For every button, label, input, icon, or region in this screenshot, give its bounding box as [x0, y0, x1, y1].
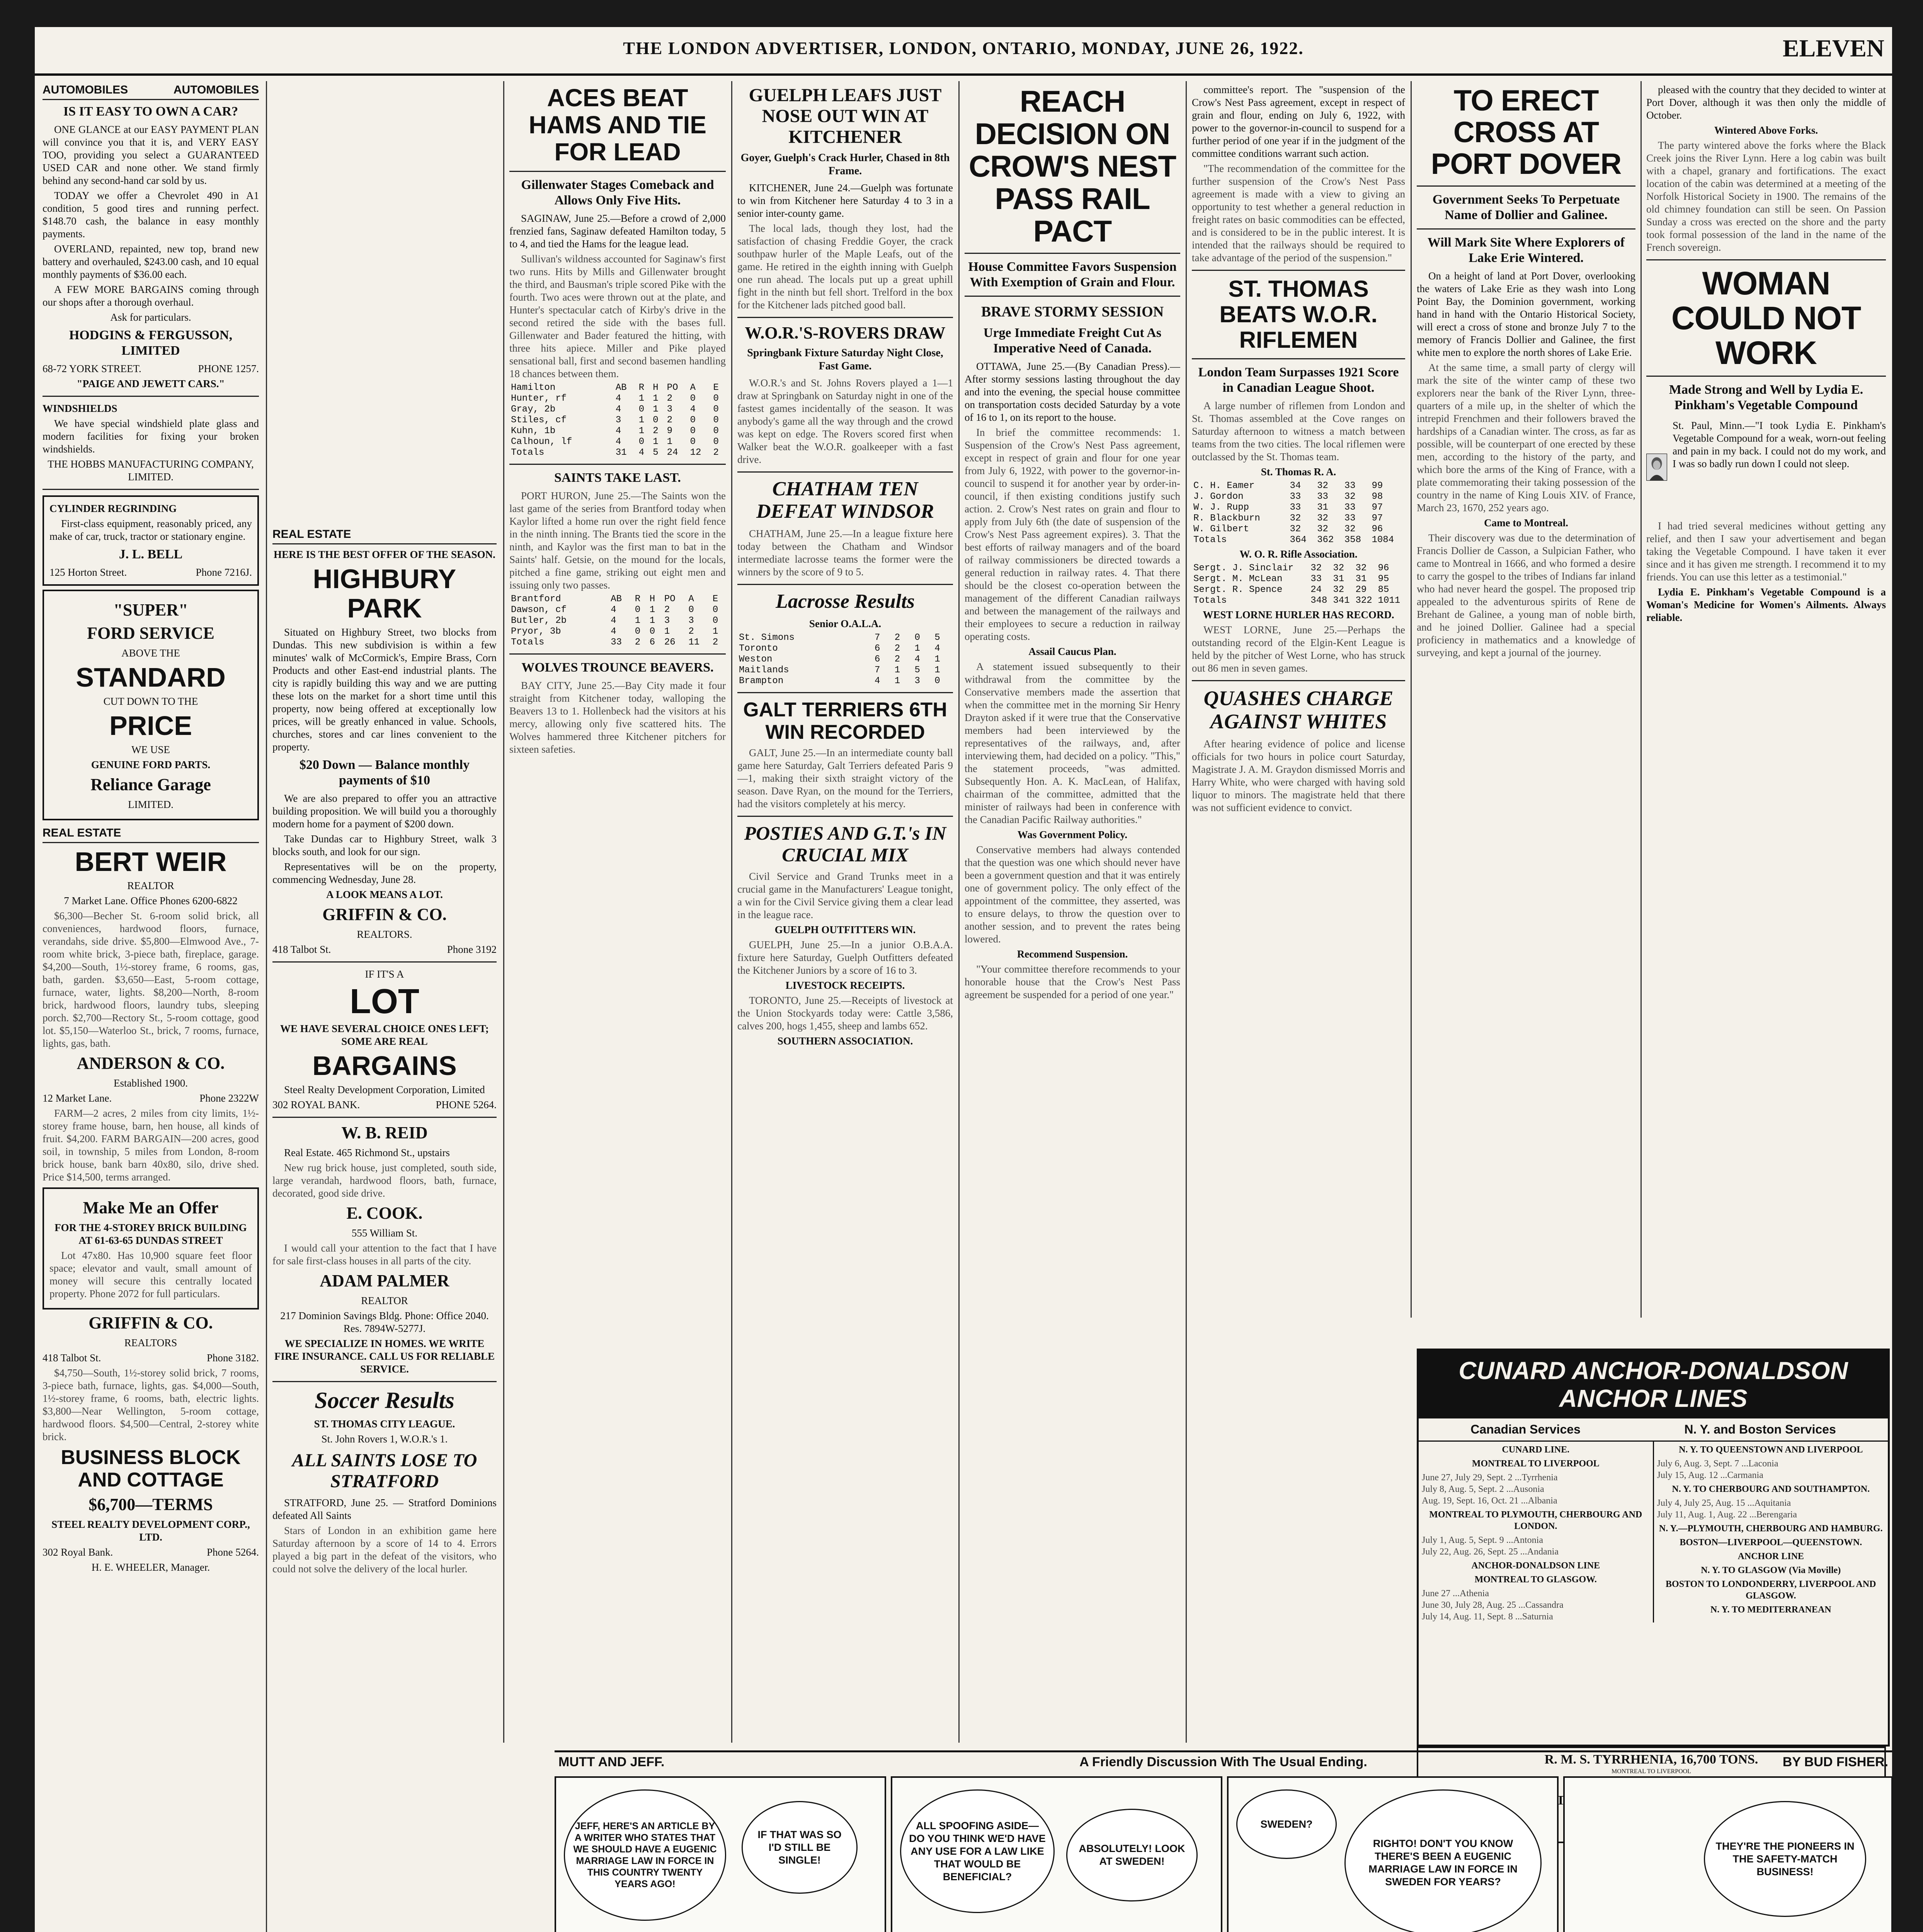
- speech-bubble: SWEDEN?: [1236, 1789, 1337, 1859]
- guelph-dateline: KITCHENER, June 24.—Guelph was fortunate to win from Kitchener here Saturday 4 to 3 in a senior inter-county game.: [737, 182, 953, 219]
- listing-text: $6,300—Becher St. 6-room solid brick, all conveniences, hardwood floors, furnace, verandahs, side drive. $5,800—Elmwood Ave., 7-room white brick, 3-piece bath, fireplace, garage. $4,200—South, 1½-storey frame, 6 rooms, gas, bath, garden. $3,650—East, 5-room cottage, furnace, water, lights. $8,200—North, 8-room brick, hardwood floors, laundry tubs, sleeping porch. $2,700—Rectory St., 5-room cottage, good lot. $5,150—Waterloo St., brick, 7 rooms, furnace, lights, gas, bath.: [43, 910, 259, 1049]
- lot-word: LOT: [350, 982, 419, 1021]
- ask-particulars: Ask for particulars.: [110, 311, 191, 323]
- divider: [1646, 376, 1886, 377]
- divider: [509, 653, 726, 655]
- mutt-and-jeff-comic: [555, 1750, 1892, 1932]
- port-dover-continued: pleased with the country that they decided to winter at Port Dover, although it was then only the middle of October.: [1646, 84, 1886, 121]
- rovers-result: St. John Rovers 1, W.O.R.'s 1.: [321, 1433, 448, 1445]
- section-label: AUTOMOBILES: [43, 83, 128, 96]
- reliance-garage: Reliance Garage: [90, 775, 211, 794]
- best-offer: HERE IS THE BEST OFFER OF THE SEASON.: [274, 549, 495, 560]
- real-estate-header: REAL ESTATE: [272, 526, 497, 544]
- standard-label: STANDARD: [76, 662, 226, 692]
- woman-close: Lydia E. Pinkham's Vegetable Compound is a Woman's Medicine for Women's Ailments. Always reliable.: [1646, 586, 1886, 623]
- article-text: GUELPH, June 25.—In a junior O.B.A.A. fixture here Saturday, Guelph Outfitters defeated the Kitchener Juniors by a score of 16 to 3.: [737, 939, 953, 976]
- route-label: BOSTON TO LONDONDERRY, LIVERPOOL AND GLASGOW.: [1666, 1579, 1876, 1601]
- column-rule: [503, 81, 504, 1743]
- bell-contact: [49, 566, 252, 579]
- directions: Take Dundas car to Highbury Street, walk 3 blocks south, and look for our sign.: [272, 833, 497, 857]
- column-rule: [266, 81, 267, 1932]
- wor-rovers-sub: Springbank Fixture Saturday Night Close, Fast Game.: [747, 347, 943, 372]
- aces-dateline: SAGINAW, June 25.—Before a crowd of 2,000 frenzied fans, Saginaw defeated Hamilton today, 5 to 4, and tied the Hams for the league lead.: [509, 213, 726, 250]
- windshields-body: We have special windshield plate glass and modern facilities for fixing your broken windshields.: [43, 418, 259, 455]
- aces-subhead: Gillenwater Stages Comeback and Allows Only Five Hits.: [521, 178, 714, 207]
- chevrolet-offer: TODAY we offer a Chevrolet 490 in A1 condition, 5 good tires and running perfect. $148.70 cash, the balance in easy monthly payments.: [43, 190, 259, 240]
- cylinder-body: First-class equipment, reasonably priced, any make of car, truck, tractor or stationary engine.: [49, 518, 252, 542]
- phone: Phone 3182.: [207, 1352, 259, 1364]
- cross-body: On a height of land at Port Dover, overlooking the waters of Lake Erie as they wash into Long Point Bay, the Dominion government, working hand in hand with the Ontario Historical Society, will erect a cross of stone and bronze July 7 to the memory of Francis Dollier and Galinee, the first white men to explore the north shores of Lake Erie.: [1417, 270, 1635, 358]
- article-text: Conservative members had always contended that the question was one which should never have been a government question and that it was entirely one of government policy. The only effect of the appointment of the committee, they asserted, was to ensure delays, to throw the question over to another session, and to prevent the rates being lowered.: [965, 844, 1180, 945]
- column-4: [737, 81, 953, 1739]
- adam-address: 217 Dominion Savings Bldg. Phone: Office 2040. Res. 7894W-5277J.: [280, 1310, 489, 1334]
- article-text: The local lads, though they lost, had the satisfaction of chasing Freddie Goyer, the crack southpaw hurler of the Maple Leafs, out of the game. He retired in the eighth inning with Guelph one run ahead. The locals put up a great uphill fight in the ninth but fell short. Trelford in the box for the Kitchener lads pitched good ball.: [737, 223, 953, 311]
- st-thomas-headline: ST. THOMAS BEATS W.O.R. RIFLEMEN: [1219, 276, 1378, 353]
- comic-panel-2: [891, 1776, 1222, 1932]
- genuine-parts: GENUINE FORD PARTS.: [91, 759, 211, 770]
- ottawa-dateline: OTTAWA, June 25.—(By Canadian Press).—After stormy sessions lasting throughout the day and into the evening, the special house committee on transportation costs decided Saturday by a vote of 16 to 1, on its report to the house.: [965, 361, 1180, 423]
- column-rule: [958, 81, 960, 1743]
- listing-text: I would call your attention to the fact that I have for sale first-class houses in all parts of the city.: [272, 1242, 497, 1267]
- livestock-receipts: LIVESTOCK RECEIPTS.: [785, 980, 905, 991]
- griffin-realtors: REALTORS: [124, 1337, 177, 1349]
- cross-subhead-2: Will Mark Site Where Explorers of Lake Erie Wintered.: [1427, 235, 1625, 265]
- comic-subtitle: A Friendly Discussion With The Usual Ending.: [1079, 1755, 1367, 1769]
- real-estate-header: REAL ESTATE: [43, 824, 259, 843]
- divider: [272, 1117, 497, 1118]
- griffin-contact: [43, 1352, 259, 1364]
- cunard-ad: [1417, 1349, 1890, 1747]
- comic-panel-1: [555, 1776, 886, 1932]
- article-text: Their discovery was due to the determination of Francis Dollier de Casson, a Sulpician Father, who came to Montreal in 1666, and who formed a desire to carry the gospel to the tribes of Indians far inland who had never heard the gospel. The proposed trip appealed to the adventurous spirits of Rene de Brehant de Galinee, a young man of noble birth, and he joined Dollier. Galinee had a special proficiency in mathematics and a knowledge of surveying, and kept a journal of the journey.: [1417, 532, 1635, 658]
- route-label: N. Y. TO GLASGOW (Via Moville): [1701, 1565, 1841, 1575]
- article-text: BAY CITY, June 25.—Bay City made it four straight from Kitchener today, walloping the Beavers 13 to 1. Hollenbeck had the visitors at his mercy, allowing only five scattered hits. The Wolves hammered three Kitchener pitchers for sixteen safeties.: [509, 680, 726, 755]
- wb-reid: W. B. REID: [341, 1123, 428, 1142]
- steel-contact: [43, 1546, 259, 1559]
- speech-bubble: THEY'RE THE PIONEERS IN THE SAFETY-MATCH BUSINESS!: [1704, 1801, 1866, 1917]
- quashes-headline: QUASHES CHARGE AGAINST WHITES: [1203, 687, 1394, 733]
- griffin-contact: [272, 943, 497, 956]
- guelph-outfitters: GUELPH OUTFITTERS WIN.: [774, 924, 916, 935]
- masthead: [35, 27, 1892, 76]
- lacrosse-results: Lacrosse Results: [776, 590, 915, 612]
- route-label: ANCHOR LINE: [1738, 1551, 1804, 1561]
- divider: [737, 816, 953, 817]
- listing-text: FARM—2 acres, 2 miles from city limits, 1½-storey frame house, barn, hen house, all kinds of fruit. $4,200. FARM BARGAIN—200 acres, good soil, in township, 5 miles from London, 8-room brick house, bank barn 40x80, silo, drive shed. Price $14,500, terms arranged.: [43, 1107, 259, 1183]
- address: 68-72 YORK STREET.: [43, 363, 141, 374]
- business-block: BUSINESS BLOCK AND COTTAGE: [61, 1446, 241, 1491]
- griffin-name: GRIFFIN & CO.: [88, 1313, 213, 1332]
- divider: [737, 692, 953, 693]
- article-text: PORT HURON, June 25.—The Saints won the last game of the series from Brantford today when Kaylor lifted a home run over the right field fence in the ninth inning. The Brants tied the score in the ninth, and Kaylor was the first man to bat in the Saints' half. Getsie, on the mound for the locals, pitched a fine game, striking out eight men and issuing only two passes.: [509, 490, 726, 591]
- article-text: CHATHAM, June 25.—In a league fixture here today between the Chatham and Windsor intermediate lacrosse teams the former were the winners by the score of 9 to 5.: [737, 528, 953, 578]
- route-label: BOSTON—LIVERPOOL—QUEENSTOWN.: [1680, 1537, 1862, 1548]
- super-label: "SUPER": [113, 600, 188, 619]
- st-thomas-team: St. Thomas R. A.: [1261, 466, 1336, 478]
- st-thomas-subhead: London Team Surpasses 1921 Score in Canadian League Shoot.: [1198, 365, 1399, 395]
- article-text: Stars of London in an exhibition game here Saturday afternoon by a score of 14 to 4. Errors played a big part in the defeat of the visitors, who could not solve the delivery of the local hurler.: [272, 1525, 497, 1575]
- down-payment: $20 Down — Balance monthly payments of $10: [299, 758, 470, 787]
- article-text: The party wintered above the forks where the Black Creek joins the River Lynn. Here a log cabin was built with a chapel, granary and fortifications. The exact location of the cabin was determined at a meeting of the Norfolk Historical Society in 1900. The remains of the old chimney foundation can still be seen. On Passion Sunday a cross was erected on the shore and the party took formal possession of the land in the name of the French sovereign.: [1646, 139, 1886, 253]
- divider: [1192, 358, 1405, 359]
- all-saints-head: ALL SAINTS LOSE TO STRATFORD: [292, 1450, 477, 1492]
- recommend-suspension: Recommend Suspension.: [1017, 948, 1128, 960]
- route-label: MONTREAL TO LIVERPOOL: [1612, 1768, 1691, 1775]
- sailing-dates: June 27, July 29, Sept. 2 ...Tyrrhenia July 8, Aug. 5, Sept. 2 ...Ausonia Aug. 19, Sept. 16, Oct. 21 ...Albania: [1422, 1473, 1558, 1506]
- cunard-banner: CUNARD ANCHOR-DONALDSON ANCHOR LINES: [1419, 1350, 1888, 1418]
- report-continued: committee's report. The "suspension of the Crow's Nest Pass agreement, except in respect of grain and flour, ending on July 6, 1922, with power to the governor-in-council to suspend for a further period of one year if in the judgment of the committee conditions warrant such action.: [1192, 84, 1405, 159]
- phone: PHONE 1257.: [198, 363, 259, 374]
- west-lorne: WEST LORNE HURLER HAS RECORD.: [1203, 609, 1394, 621]
- divider: [1646, 259, 1886, 260]
- article-text: Sullivan's wildness accounted for Saginaw's first two runs. Hits by Mills and Gillenwater brought the third, and Bausman's triple scored Pike with the fourth. Two aces were thrown out at the plate, and Hunter's spectacular catch of Kirby's drive in the second retired the side with the bases full. Gillenwater and Bader featured the hitting, with three hits apiece. Miller and Pike played sensational ball, first and second basemen handling 18 chances between them.: [509, 253, 726, 379]
- divider: [43, 489, 259, 490]
- steel-contact: [272, 1099, 497, 1111]
- divider: [737, 584, 953, 585]
- column-1: [43, 81, 259, 1932]
- we-use-label: WE USE: [131, 744, 170, 755]
- soccer-results: Soccer Results: [315, 1388, 454, 1413]
- wor-rovers-head: W.O.R.'S-ROVERS DRAW: [745, 323, 946, 342]
- column-2: [272, 81, 497, 1932]
- column-rule: [1641, 81, 1642, 1318]
- steel-realty: Steel Realty Development Corporation, Limited: [284, 1084, 485, 1095]
- phone: Phone 3192: [447, 944, 497, 955]
- divider: [737, 471, 953, 473]
- brave-stormy: BRAVE STORMY SESSION: [981, 304, 1164, 320]
- e-cook-address: 555 William St.: [351, 1227, 418, 1239]
- urge-immediate: Urge Immediate Freight Cut As Imperative Need of Canada.: [983, 326, 1162, 355]
- sailing-schedule: [1419, 1442, 1888, 1622]
- stratford-dateline: STRATFORD, June 25. — Stratford Dominions defeated All Saints: [272, 1497, 497, 1521]
- highbury-body: Situated on Highbury Street, two blocks from Dundas. This new subdivision is within a few minutes' walk of McCormick's, Empire Brass, Corn Products and other East-end industrial plants. The city is rapidly building this way and we are putting these lots on the market for a short time until this property, now being offered at exceptionally low prices, will be greatly enhanced in value. Schools, churches, stores and car lines convenient to the property.: [272, 626, 497, 753]
- article-text: WEST LORNE, June 25.—Perhaps the outstanding record of the Elgin-Kent League is held by the pitcher of West Lorne, who has struck out 86 men in seven games.: [1192, 624, 1405, 674]
- price-label: PRICE: [109, 711, 192, 741]
- divider: [965, 296, 1180, 297]
- article-text: TORONTO, June 25.—Receipts of livestock at the Union Stockyards today were: Cattle 3,586, calves 200, hogs 1,455, sheep and lambs 652.: [737, 995, 953, 1032]
- woman-subhead: Made Strong and Well by Lydia E. Pinkham's Vegetable Compound: [1669, 383, 1863, 412]
- article-text: W.O.R.'s and St. Johns Rovers played a 1—1 draw at Springbank on Saturday night in one of the fastest games incidentally of the season. It was anybody's game all the way through and the crowd was kept on edge. The Rovers scored first when Walker beat the W.O.R. goalkeeper with a fast drive.: [737, 377, 953, 465]
- steel-realty: STEEL REALTY DEVELOPMENT CORP., LTD.: [51, 1519, 250, 1543]
- make-offer-ad: [43, 1187, 259, 1310]
- woman-body: St. Paul, Minn.—"I took Lydia E. Pinkham's Vegetable Compound for a weak, worn-out feeling and pain in my back. I could not do my work, and I was so badly run down I could not sleep.: [1672, 420, 1886, 469]
- divider: [43, 396, 259, 397]
- make-offer-body: FOR THE 4-STOREY BRICK BUILDING AT 61-63-65 DUNDAS STREET: [54, 1222, 247, 1246]
- article-text: I had tried several medicines without getting any relief, and then I saw your advertisement and began taking the Vegetable Compound. I have taken it ever since and it has given me strength. I recommend it to my friends. You can use this letter as a testimonial.": [1646, 520, 1886, 583]
- adam-palmer: ADAM PALMER: [320, 1271, 449, 1290]
- saints-take-last: SAINTS TAKE LAST.: [554, 471, 681, 485]
- route-label: MONTREAL TO LIVERPOOL: [1472, 1459, 1600, 1469]
- address: 302 Royal Bank.: [43, 1546, 113, 1558]
- route-label: N. Y.—PLYMOUTH, CHERBOURG AND HAMBURG.: [1659, 1524, 1883, 1534]
- route-label: N. Y. TO MEDITERRANEAN: [1710, 1605, 1831, 1615]
- chatham-head: CHATHAM TEN DEFEAT WINDSOR: [756, 478, 934, 522]
- easy-car-headline: IS IT EASY TO OWN A CAR?: [63, 104, 238, 119]
- column-rule: [1186, 81, 1187, 1743]
- easy-car-body: ONE GLANCE at our EASY PAYMENT PLAN will convince you that it is, and VERY EASY TOO, providing you select a GUARANTEED USED CAR and none other. We stand firmly behind any second-hand car sold by us.: [43, 124, 259, 186]
- cunard-line: CUNARD LINE.: [1502, 1445, 1570, 1455]
- route-label: MONTREAL TO GLASGOW.: [1474, 1575, 1597, 1585]
- speech-bubble: ALL SPOOFING ASIDE—DO YOU THINK WE'D HAVE ANY USE FOR A LAW LIKE THAT WOULD BE BENEFICIAL?: [900, 1789, 1055, 1913]
- listing-text: Lot 47x80. Has 10,900 square feet floor space; elevator and vault, small amount of money will secure this centrally located property. Phone 2072 for full particulars.: [49, 1250, 252, 1299]
- adam-specialize: WE SPECIALIZE IN HOMES. WE WRITE FIRE INSURANCE. CALL US FOR RELIABLE SERVICE.: [274, 1338, 495, 1375]
- windshields-head: WINDSHIELDS: [43, 403, 117, 414]
- divider: [965, 253, 1180, 254]
- wor-rifle: W. O. R. Rifle Association.: [1239, 548, 1358, 560]
- look-means-lot: A LOOK MEANS A LOT.: [326, 889, 443, 900]
- phone: Phone 7216J.: [196, 566, 252, 578]
- page-number: ELEVEN: [1782, 34, 1884, 62]
- senior-oala: Senior O.A.L.A.: [809, 618, 882, 629]
- standings-table: St. Simons 7 2 0 5 Toronto 6 2 1 4 Weston 6 2 4 1 Maitlands 7 1 5 1 Brampton 4 1 3 0: [739, 633, 940, 686]
- cylinder-ad: [43, 495, 259, 586]
- divider: [1192, 270, 1405, 271]
- cut-down-label: CUT DOWN TO THE: [103, 696, 198, 707]
- divider: [509, 464, 726, 465]
- sailing-dates: July 6, Aug. 3, Sept. 7 ...Laconia July 15, Aug. 12 ...Carmania: [1657, 1459, 1778, 1480]
- address: 418 Talbot St.: [43, 1352, 101, 1364]
- portrait-icon: [1646, 417, 1667, 517]
- phone: Phone 2322W: [199, 1092, 259, 1104]
- service-headers: [1419, 1418, 1888, 1442]
- column-8: [1646, 81, 1886, 1298]
- wolves-trounce: WOLVES TROUNCE BEAVERS.: [521, 660, 714, 675]
- southern-association: SOUTHERN ASSOCIATION.: [777, 1035, 913, 1047]
- make-offer-head: Make Me an Offer: [83, 1198, 219, 1217]
- ford-service-ad: [43, 590, 259, 820]
- comic-byline: BY BUD FISHER.: [1782, 1755, 1888, 1769]
- article-text: A large number of riflemen from London and St. Thomas assembled at the Cove ranges on Saturday afternoon to witness a match between teams from the two cities. The local riflemen were outclassed by the St. Thomas team.: [1192, 400, 1405, 463]
- wb-reid-address: Real Estate. 465 Richmond St., upstairs: [284, 1147, 450, 1158]
- limited-label: LIMITED.: [128, 799, 174, 810]
- tyrrhenia-head: R. M. S. TYRRHENIA, 16,700 TONS.: [1544, 1752, 1758, 1767]
- article-text: GALT, June 25.—In an intermediate county ball game here Saturday, Galt Terriers defeated Paris 9—1, making their sixth straight victory of the season. Dave Ryan, on the mound for the Terriers, had the visitors completely at his mercy.: [737, 747, 953, 810]
- several-choice: WE HAVE SEVERAL CHOICE ONES LEFT; SOME ARE REAL: [280, 1023, 489, 1047]
- divider: [737, 317, 953, 318]
- highbury-park: HIGHBURY PARK: [313, 564, 456, 623]
- column-7: [1417, 81, 1635, 1298]
- phone: PHONE 5264.: [436, 1099, 497, 1111]
- st-thomas-league: ST. THOMAS CITY LEAGUE.: [314, 1418, 455, 1430]
- column-rule: [1411, 81, 1412, 1318]
- column-3: [509, 81, 726, 1739]
- newspaper-page: [35, 27, 1892, 1932]
- bell-name: J. L. BELL: [119, 547, 183, 561]
- article-text: A statement issued subsequently to their withdrawal from the committee by the Conservative members made the assertion that when the committee met in the morning Sir Henry Drayton asked if it were true that the Conservative members had been interviewed by the representatives of the railways, and, after interviewing them, had decided on a policy. "This," the statement proceeds, "was admitted. Subsequently Hon. A. K. MacLean, of Halifax, chairman of the committee, admitted that the minister of railways had been in conference with the Canadian Pacific Railway authorities.": [965, 661, 1180, 825]
- comic-panel-3: [1227, 1776, 1559, 1932]
- phone: Phone 5264.: [207, 1546, 259, 1558]
- divider: [1417, 228, 1635, 230]
- e-cook: E. COOK.: [346, 1204, 423, 1223]
- realtor-label: REALTOR: [127, 880, 174, 891]
- business-price: $6,700—TERMS: [88, 1495, 213, 1514]
- route-label: N. Y. TO QUEENSTOWN AND LIVERPOOL: [1679, 1445, 1863, 1455]
- ny-boston-services: N. Y. and Boston Services: [1684, 1422, 1836, 1436]
- testimonial: [1646, 417, 1886, 517]
- column-6: [1192, 81, 1405, 1739]
- was-government-policy: Was Government Policy.: [1017, 829, 1128, 840]
- paige-jewett: "PAIGE AND JEWETT CARS.": [77, 378, 225, 389]
- sailing-dates: July 4, July 25, Aug. 15 ...Aquitania July 11, Aug. 1, Aug. 22 ...Berengaria: [1657, 1498, 1797, 1520]
- address: 418 Talbot St.: [272, 944, 331, 955]
- cross-headline: TO ERECT CROSS AT PORT DOVER: [1431, 84, 1622, 180]
- hodgins-contact: [43, 362, 259, 375]
- sailing-dates: July 1, Aug. 5, Sept. 9 ...Antonia July 22, Aug. 26, Sept. 25 ...Andania: [1422, 1535, 1559, 1557]
- article-text: At the same time, a small party of clergy will mark the site of the winter camp of these two explorers near the bank of the River Lynn, three-quarters of a mile up, in the shelter of which the intrepid Frenchmen and their followers braved the hardships of a Canadian winter. The cross, as far as possible, will be counterpart of one erected by these men, according to the history of the party, and which bore the arms of the King of France, with a plate commemorating their taking possession of the country in the name of King Louis XIV. of France, March 23, 1670, 252 years ago.: [1417, 362, 1635, 514]
- divider: [509, 171, 726, 172]
- adam-realtor: REALTOR: [361, 1295, 408, 1306]
- assail-caucus: Assail Caucus Plan.: [1028, 646, 1116, 657]
- overland-offer: OVERLAND, repainted, new top, brand new battery and overhauled, $243.00 cash, and 10 equal monthly payments of $36.00 each.: [43, 243, 259, 280]
- comic-panel-4: [1563, 1776, 1892, 1932]
- anderson-contact: [43, 1092, 259, 1105]
- speech-bubble: RIGHTO! DON'T YOU KNOW THERE'S BEEN A EUGENIC MARRIAGE LAW IN FORCE IN SWEDEN FOR YEARS?: [1344, 1789, 1542, 1932]
- listing-text: $4,750—South, 1½-storey solid brick, 7 rooms, 3-piece bath, furnace, lights, gas. $4,000—South, 1½-storey frame, 6 rooms, bath, electric lights. $3,800—Near Wellington, 5-room cottage, hardwood floors. $4,500—Central, 2-storey white brick.: [43, 1367, 259, 1442]
- reach-decision-headline: REACH DECISION ON CROW'S NEST PASS RAIL PACT: [968, 84, 1176, 248]
- automobiles-header: [43, 81, 259, 100]
- box-score: Brantford AB R H PO A E Dawson, cf 4 0 1 2 0 0 Butler, 2b 4 1 1 3 3 0 Pryor, 3b 4 0 0 1 2 1 Totals 33 2 6 26 11 2: [511, 594, 718, 648]
- woman-headline: WOMAN COULD NOT WORK: [1671, 265, 1861, 371]
- hodgins-name: HODGINS & FERGUSSON, LIMITED: [69, 328, 233, 358]
- came-montreal: Came to Montreal.: [1484, 517, 1568, 529]
- route-label: N. Y. TO CHERBOURG AND SOUTHAMPTON.: [1672, 1484, 1870, 1494]
- bargains-word: BARGAINS: [312, 1051, 457, 1081]
- above-label: ABOVE THE: [121, 647, 180, 659]
- address: 12 Market Lane.: [43, 1092, 112, 1104]
- sailing-dates: June 27 ...Athenia June 30, July 28, Aug. 25 ...Cassandra July 14, Aug. 11, Sept. 8 ...Saturnia: [1422, 1588, 1564, 1622]
- bert-address: 7 Market Lane. Office Phones 6200-6822: [64, 895, 238, 906]
- aces-headline: ACES BEAT HAMS AND TIE FOR LEAD: [529, 84, 706, 166]
- divider: [1417, 185, 1635, 187]
- divider: [1192, 680, 1405, 681]
- article-text: Civil Service and Grand Trunks meet in a crucial game in the Manufacturers' League tonight, a win for the Civil Service giving them a clear lead in the league race.: [737, 871, 953, 920]
- posties-head: POSTIES AND G.T.'s IN CRUCIAL MIX: [744, 822, 946, 866]
- cylinder-head: CYLINDER REGRINDING: [49, 503, 177, 514]
- column-5: [965, 81, 1180, 1739]
- listing-text: New rug brick house, just completed, south side, large verandah, hardwood floors, bath, furnace, decorated, good side drive.: [272, 1162, 497, 1199]
- article-text: After hearing evidence of police and license officials for two hours in police court Saturday, Magistrate J. A. M. Graydon dismissed Morris and Harry White, who were charged with having sold liquor to minors. The magistrate held that there was not sufficient evidence to convict.: [1192, 738, 1405, 813]
- bert-weir: BERT WEIR: [75, 847, 227, 877]
- galt-head: GALT TERRIERS 6TH WIN RECORDED: [743, 699, 947, 743]
- speech-bubble: ABSOLUTELY! LOOK AT SWEDEN!: [1066, 1809, 1198, 1901]
- reach-subhead: House Committee Favors Suspension With Exemption of Grain and Flour.: [968, 260, 1177, 289]
- address: 302 ROYAL BANK.: [272, 1099, 360, 1111]
- divider: [272, 1381, 497, 1382]
- divider: [272, 961, 497, 963]
- anderson-established: Established 1900.: [114, 1077, 188, 1089]
- few-more: A FEW MORE BARGAINS coming through our shops after a thorough overhaul.: [43, 284, 259, 308]
- rifle-scores: C. H. Eamer 34 32 33 99 J. Gordon 33 33 32 98 W. J. Rupp 33 31 33 97 R. Blackburn 32 32 33 97 W. Gilbert 32 32 32 96 Totals 364 362 358 1084: [1193, 481, 1394, 545]
- anderson-name: ANDERSON & CO.: [77, 1054, 225, 1073]
- article-text: In brief the committee recommends: 1. Suspension of the Crow's Nest Pass agreement, except in respect of grain and flour for one year from July 6, 1922, with power to the governor-in-council to suspend it for another year by order-in-council, if then existing conditions justify such action. 2. Crow's Nest rates on grain and flour to apply from July 6th (the date of suspension of the Crow's Nest Pass agreement expires). 3. That the best efforts of railway managers and of the board of railway commissioners be directed towards a general reduction in railway rates. 4. That there should be the closest co-operation between the management of the different Canadian railways and between the management of the railways and their employees to secure a reduction in railway operating costs.: [965, 427, 1180, 642]
- paper-title-line: THE LONDON ADVERTISER, LONDON, ONTARIO, MONDAY, JUNE 26, 1922.: [623, 38, 1304, 58]
- guelph-subhead: Goyer, Guelph's Crack Hurler, Chased in 8th Frame.: [740, 152, 950, 177]
- route-label: ANCHOR-DONALDSON LINE: [1471, 1561, 1600, 1571]
- wheeler-manager: H. E. WHEELER, Manager.: [91, 1561, 210, 1573]
- article-text: "Your committee therefore recommends to your honorable house that the Crow's Nest Pass agreement be suspended for a period of one year.": [965, 963, 1180, 1000]
- representatives: Representatives will be on the property, commencing Wednesday, June 28.: [272, 861, 497, 885]
- ford-service-label: FORD SERVICE: [87, 624, 214, 643]
- if-its-a: IF IT'S A: [365, 968, 404, 980]
- rifle-scores: Sergt. J. Sinclair 32 32 32 96 Sergt. M. McLean 33 31 31 95 Sergt. R. Spence 24 32 29 85 Totals 348 341 322 1011: [1193, 563, 1401, 606]
- box-score: Hamilton AB R H PO A E Hunter, rf 4 1 1 2 0 0 Gray, 2b 4 0 1 3 4 0 Stiles, cf 3 1 0 2 0 0 Kuhn, 1b 4 1 2 9 0 0 Calhoun, lf 4 0 1 1 0 0 Totals 31 4 5 24 12 2: [511, 383, 719, 458]
- comic-header: [555, 1755, 1892, 1774]
- griffin-realtors: REALTORS.: [357, 929, 412, 940]
- route-label: MONTREAL TO PLYMOUTH, CHERBOURG AND LONDON.: [1429, 1510, 1642, 1531]
- article-text: "The recommendation of the committee for the further suspension of the Crow's Nest Pass agreement is made with a view to giving an opportunity to test whether a general reduction in freight rates on basic commodities can be effected, and is considered to be in the public interest. It is intended that the railways should be required to take advantage of the period of the suspension.": [1192, 163, 1405, 264]
- comic-title: MUTT AND JEFF.: [558, 1755, 665, 1769]
- speech-bubble: IF THAT WAS SO I'D STILL BE SINGLE!: [742, 1801, 858, 1894]
- address: 125 Horton Street.: [49, 566, 127, 578]
- hobbs-name: THE HOBBS MANUFACTURING COMPANY, LIMITED.: [48, 458, 254, 483]
- cross-subhead: Government Seeks To Perpetuate Name of Dollier and Galinee.: [1432, 192, 1620, 222]
- section-label: AUTOMOBILES: [173, 83, 259, 96]
- speech-bubble: JEFF, HERE'S AN ARTICLE BY A WRITER WHO STATES THAT WE SHOULD HAVE A EUGENIC MARRIAGE LAW IN FORCE IN THIS COUNTRY TWENTY YEARS AGO!: [564, 1789, 726, 1921]
- guelph-headline: GUELPH LEAFS JUST NOSE OUT WIN AT KITCHENER: [749, 85, 942, 147]
- column-rule: [731, 81, 732, 1743]
- wintered-above-forks: Wintered Above Forks.: [1714, 124, 1818, 136]
- canadian-services: Canadian Services: [1470, 1422, 1581, 1436]
- griffin-name: GRIFFIN & CO.: [322, 905, 447, 924]
- building-proposition: We are also prepared to offer you an attractive building proposition. We will build you a thoroughly modern home for a payment of $200 down.: [272, 793, 497, 830]
